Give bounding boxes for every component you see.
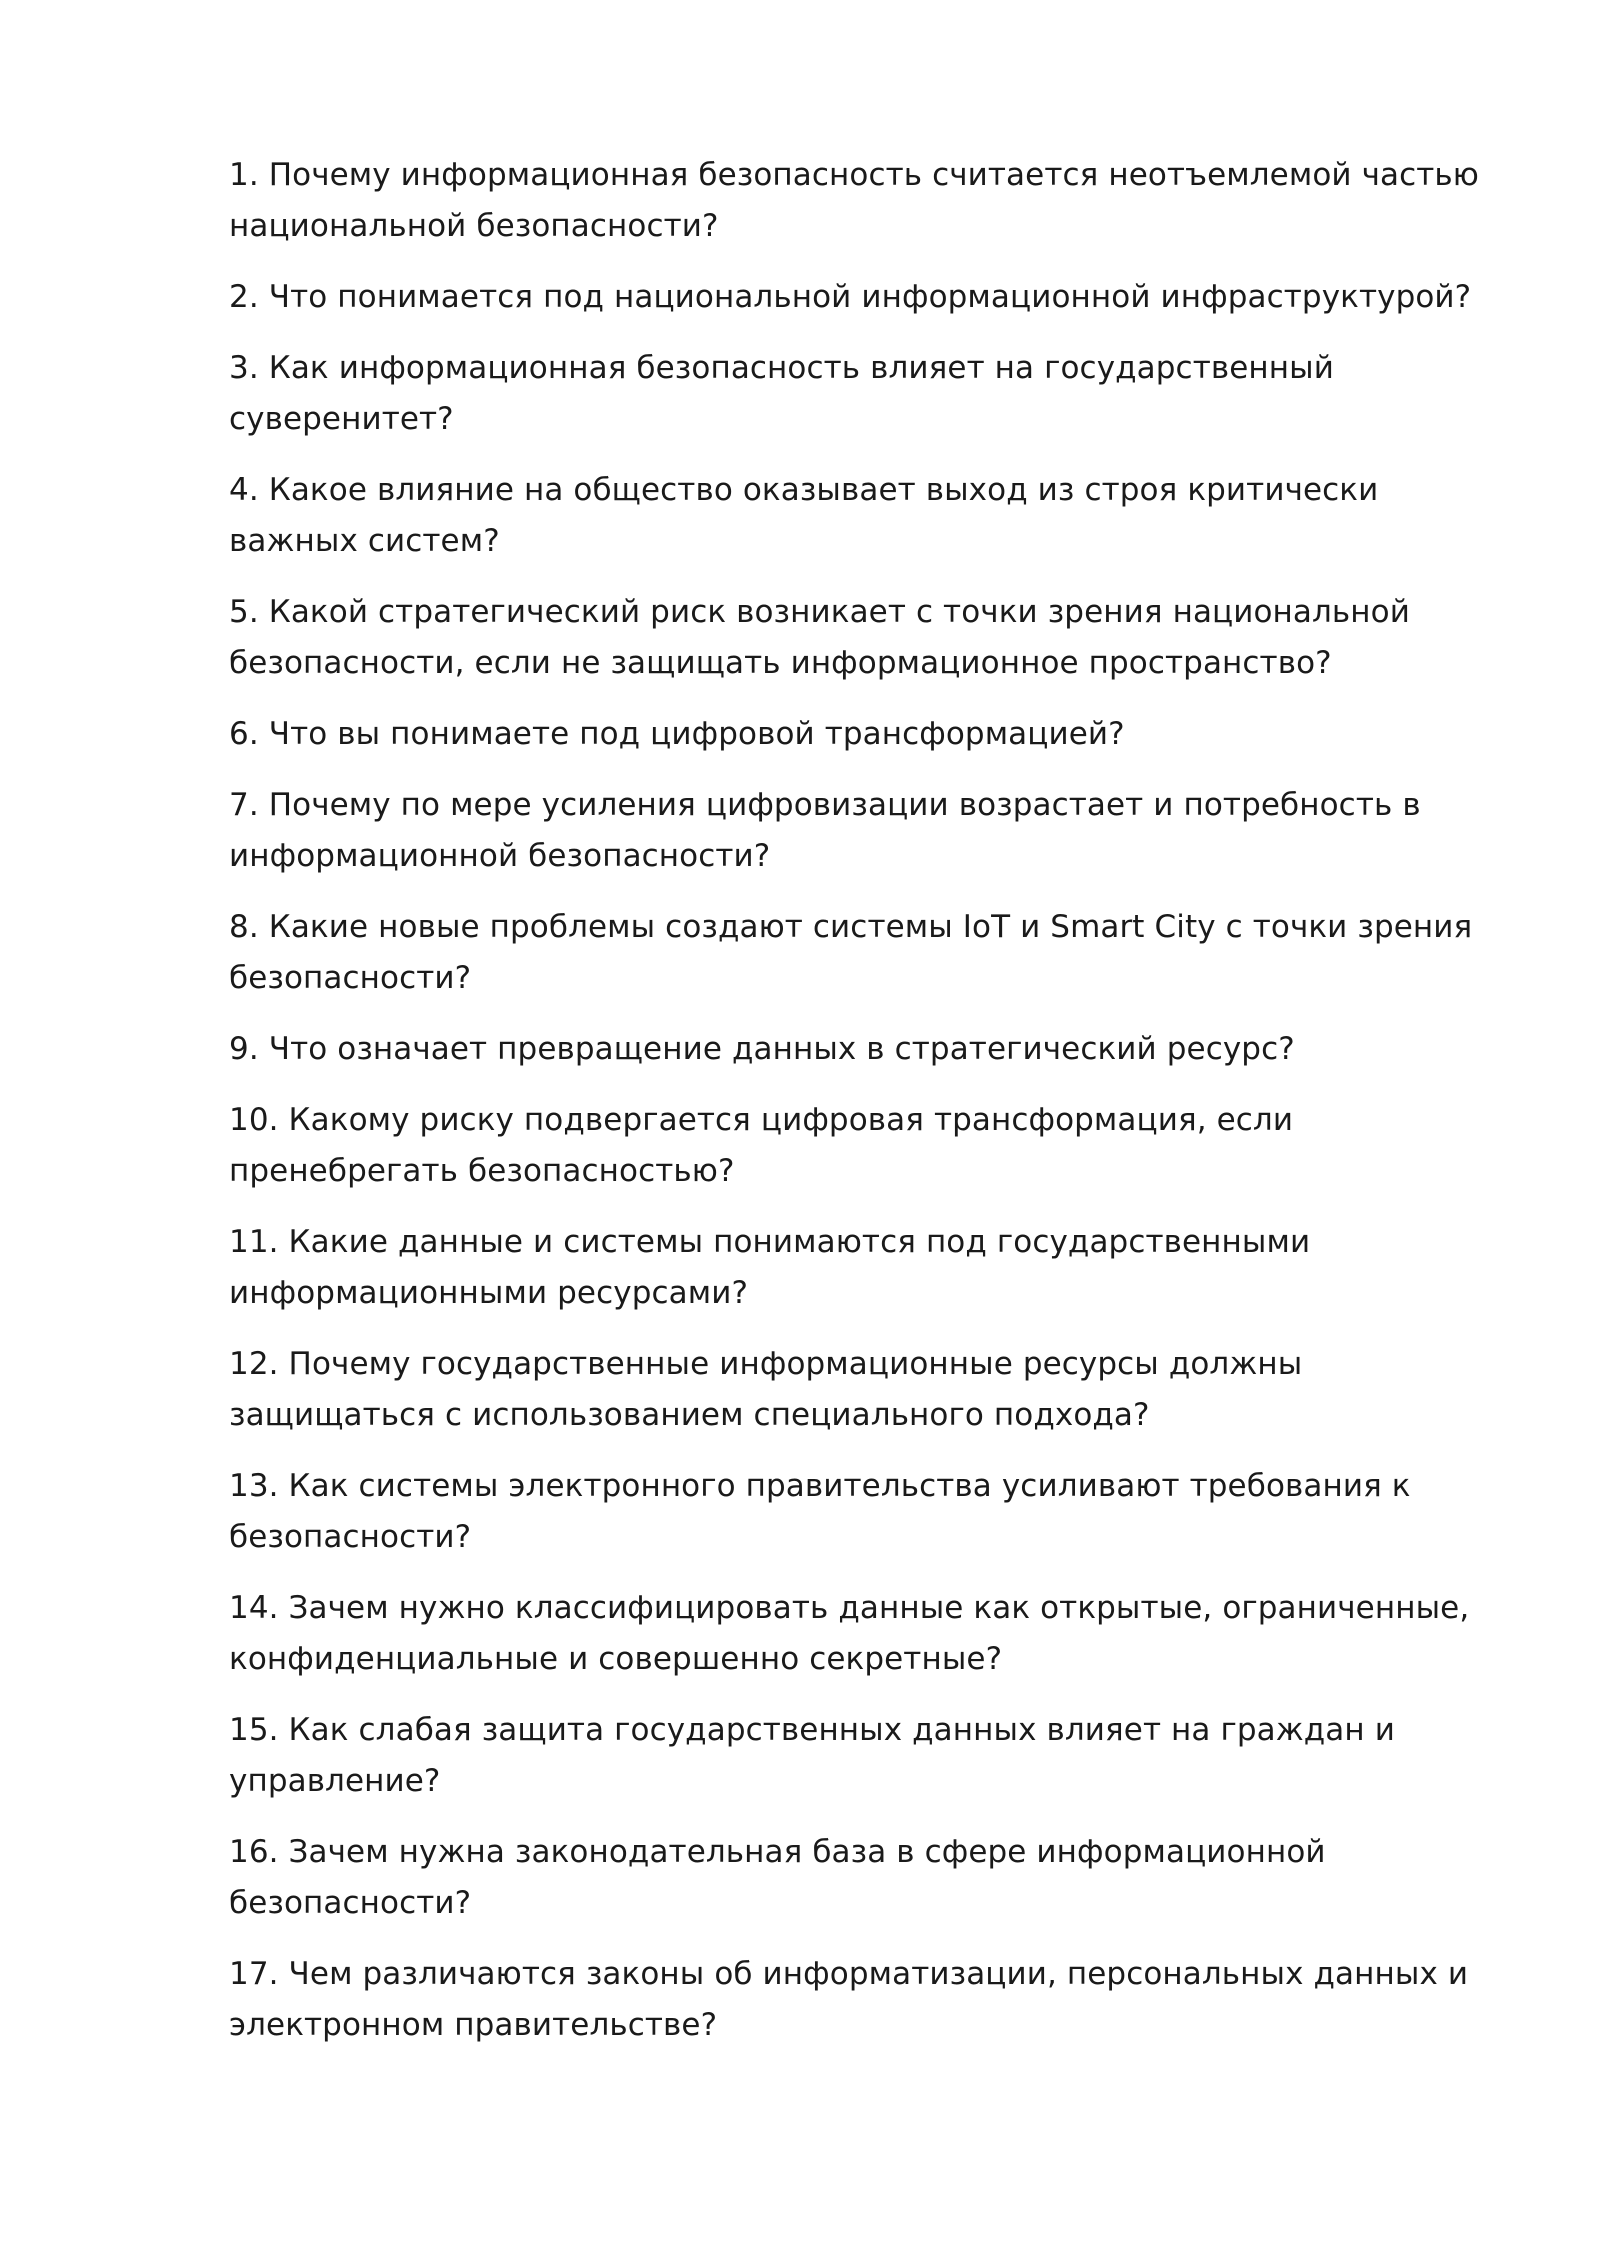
- question-item: 11. Какие данные и системы понимаются под государственными информационными ресурсами?: [229, 1224, 1311, 1311]
- question-item: 16. Зачем нужна законодательная база в сфере информационной безопасности?: [229, 1834, 1326, 1921]
- question-list: [229, 150, 1479, 2071]
- question-item: 4. Какое влияние на общество оказывает выход из строя критически важных систем?: [229, 472, 1379, 559]
- question-item: 12. Почему государственные информационные ресурсы должны защищаться с использованием специального подхода?: [229, 1346, 1303, 1433]
- question-item: 13. Как системы электронного правительства усиливают требования к безопасности?: [229, 1468, 1411, 1555]
- question-item: 1. Почему информационная безопасность считается неотъемлемой частью национальной безопасности?: [229, 157, 1479, 244]
- question-item: 2. Что понимается под национальной информационной инфраструктурой?: [229, 279, 1472, 315]
- question-item: 15. Как слабая защита государственных данных влияет на граждан и управление?: [229, 1712, 1395, 1799]
- question-item: 8. Какие новые проблемы создают системы IoT и Smart City с точки зрения безопасности?: [229, 909, 1473, 996]
- question-item: 17. Чем различаются законы об информатизации, персональных данных и электронном правительстве?: [229, 1956, 1469, 2043]
- question-item: 5. Какой стратегический риск возникает с точки зрения национальной безопасности, если не защищать информационное пространство?: [229, 594, 1410, 681]
- question-item: 10. Какому риску подвергается цифровая трансформация, если пренебрегать безопасностью?: [229, 1102, 1294, 1189]
- question-item: 7. Почему по мере усиления цифровизации возрастает и потребность в информационной безопасности?: [229, 787, 1421, 874]
- question-item: 14. Зачем нужно классифицировать данные как открытые, ограниченные, конфиденциальные и совершенно секретные?: [229, 1590, 1470, 1677]
- question-item: 3. Как информационная безопасность влияет на государственный суверенитет?: [229, 350, 1334, 437]
- question-item: 6. Что вы понимаете под цифровой трансформацией?: [229, 716, 1125, 752]
- question-item: 9. Что означает превращение данных в стратегический ресурс?: [229, 1031, 1295, 1067]
